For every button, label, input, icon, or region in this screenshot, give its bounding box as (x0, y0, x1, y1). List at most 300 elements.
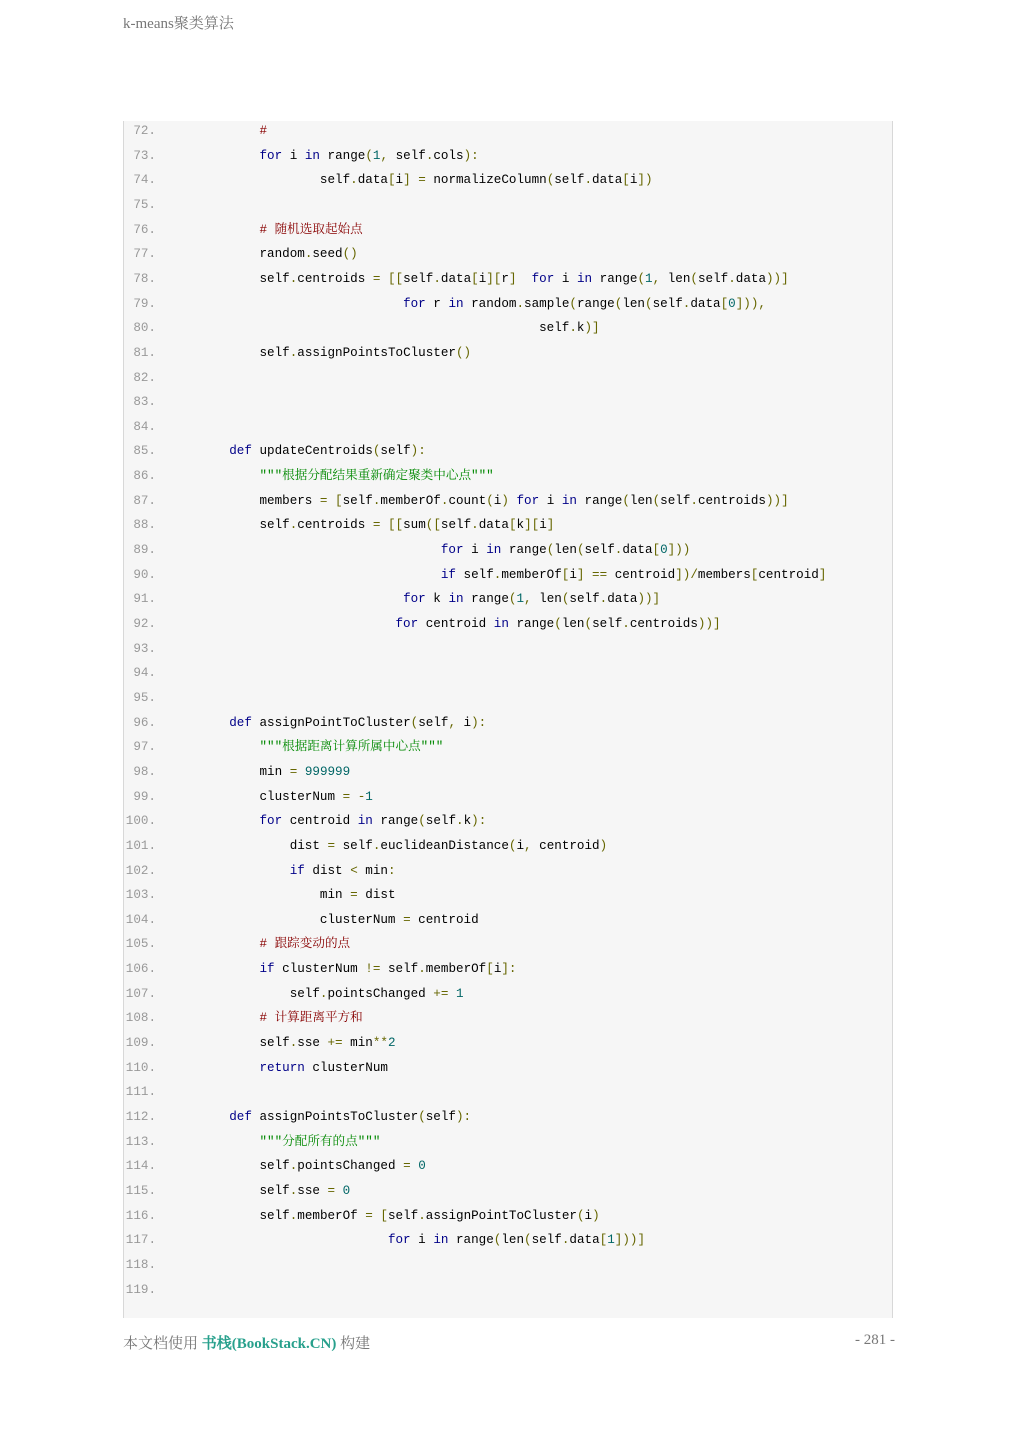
code-token: = (289, 764, 298, 779)
code-token: ]: (501, 962, 517, 977)
code-token: [ (599, 1233, 608, 1248)
code-token: normalizeColumn (425, 173, 547, 188)
line-number: 80. (133, 321, 156, 336)
code-token: in (493, 617, 509, 631)
code-token: += (433, 986, 449, 1001)
code-token: ( (554, 617, 562, 631)
code-token: . (289, 271, 298, 286)
code-token: . (622, 617, 630, 631)
line-number: 74. (133, 173, 156, 188)
code-text (199, 244, 358, 264)
code-token: . (289, 1159, 298, 1174)
code-token: i (478, 271, 487, 286)
code-token: . (372, 838, 381, 853)
code-token: # 随机选取起始点 (259, 222, 363, 237)
page-number: - 281 - (855, 1332, 895, 1348)
code-text (199, 343, 471, 363)
line-number: 110. (125, 1060, 156, 1075)
line-number: 92. (133, 617, 156, 631)
code-token: self (425, 1110, 456, 1124)
code-token: ]))] (614, 1233, 645, 1248)
code-token: k (576, 321, 585, 336)
code-token: in (304, 148, 320, 163)
code-token: memberOf (501, 567, 562, 582)
code-token: ) (501, 493, 509, 508)
code-token: for (516, 493, 540, 508)
code-line (124, 713, 892, 737)
code-line (124, 1082, 892, 1106)
code-token: self (199, 518, 290, 533)
code-token: . (289, 1208, 298, 1223)
code-token: min (199, 764, 290, 779)
code-token: ): (471, 814, 487, 829)
code-token: [[ (387, 271, 404, 286)
code-token: if (289, 863, 305, 878)
code-token: ][ (524, 518, 540, 533)
code-text (199, 294, 766, 314)
code-token: ( (584, 617, 593, 631)
code-token: ))] (697, 617, 721, 631)
code-token: ( (418, 814, 426, 829)
line-number: 85. (133, 444, 156, 459)
code-token: def (229, 444, 252, 459)
code-line (124, 244, 892, 268)
code-token: ))] (637, 592, 661, 607)
code-token: ))] (765, 493, 789, 508)
code-token: if (259, 962, 275, 977)
code-text (199, 269, 789, 289)
code-token: min (357, 863, 388, 878)
code-token (380, 272, 388, 286)
code-token: = (372, 271, 381, 286)
code-token: data (478, 518, 509, 533)
code-token: dist (199, 838, 328, 853)
line-number: 99. (133, 789, 156, 804)
code-token: ])), (735, 296, 766, 311)
code-token: assignPointToCluster (425, 1208, 577, 1223)
code-token: ( (622, 493, 630, 508)
code-token: for (403, 592, 426, 607)
line-number: 73. (133, 148, 156, 163)
code-token: in (561, 493, 577, 508)
code-token: len (622, 296, 645, 311)
code-token: != (365, 962, 381, 977)
line-number: 93. (133, 641, 156, 656)
code-token: clusterNum (199, 789, 343, 804)
code-token (199, 1061, 259, 1075)
code-token (380, 518, 388, 532)
code-line (124, 417, 892, 441)
code-token: ] (818, 567, 827, 582)
code-token: memberOf (297, 1208, 366, 1223)
line-number: 87. (133, 493, 156, 508)
code-token: . (516, 296, 525, 311)
code-token: self (387, 1208, 419, 1223)
code-text (199, 713, 486, 733)
code-token: range (463, 592, 509, 607)
code-token: , (380, 148, 389, 163)
code-line (124, 861, 892, 885)
code-token: [ (750, 567, 759, 582)
line-number: 98. (133, 764, 156, 779)
code-token (199, 962, 259, 976)
code-line (124, 318, 892, 342)
code-line (124, 639, 892, 663)
code-token: range (372, 814, 419, 829)
code-token: , (448, 715, 456, 730)
code-token: = (319, 493, 328, 508)
footer-prefix: 本文档使用 (123, 1336, 202, 1352)
code-token: () (342, 247, 358, 262)
code-token: self (554, 173, 585, 188)
code-token: centroids (697, 493, 766, 508)
code-token: def (229, 715, 252, 730)
code-text (199, 565, 826, 585)
bookstack-link[interactable]: 书栈(BookStack.CN) (201, 1336, 337, 1352)
code-line (124, 515, 892, 539)
code-token (199, 1110, 229, 1124)
line-number: 103. (125, 888, 156, 903)
code-token: [ (387, 173, 396, 188)
code-token: . (456, 814, 464, 829)
code-token: random (463, 296, 517, 311)
code-token: self (569, 592, 600, 607)
code-token (350, 790, 358, 804)
code-token: ( (365, 148, 373, 163)
code-text (199, 836, 607, 856)
code-token: 0 (728, 296, 736, 311)
code-line (124, 565, 892, 589)
line-number: 90. (133, 567, 156, 582)
code-line (124, 1008, 892, 1032)
line-number: 84. (133, 419, 156, 434)
code-token: ( (486, 493, 494, 508)
code-token: i (554, 271, 577, 286)
code-token: range (501, 543, 547, 558)
code-text (199, 1107, 471, 1127)
code-token: 0 (342, 1183, 351, 1198)
code-line (124, 910, 892, 934)
code-line (124, 1033, 892, 1057)
code-token: for (387, 1233, 411, 1248)
code-token: [ (486, 962, 494, 977)
code-token: i (410, 1233, 434, 1248)
code-token (199, 568, 441, 582)
code-token: for (403, 296, 426, 311)
code-token (199, 1233, 388, 1247)
code-token: dist (357, 888, 396, 903)
code-token: . (372, 493, 381, 508)
code-token: , (652, 271, 661, 286)
code-text (199, 861, 396, 881)
code-token: data (440, 271, 472, 286)
code-token: = (418, 173, 426, 188)
code-text (199, 589, 660, 609)
code-line (124, 466, 892, 490)
code-token: ] (576, 567, 585, 582)
code-token: ( (652, 493, 661, 508)
code-token (297, 765, 305, 779)
code-token: ( (569, 296, 577, 311)
code-token: self (592, 617, 623, 631)
code-token: for (259, 814, 283, 829)
code-line (124, 170, 892, 194)
code-token: self (199, 1036, 290, 1051)
code-text (199, 220, 363, 240)
code-token: 1 (645, 271, 653, 286)
code-token (517, 272, 532, 286)
code-text (199, 491, 789, 511)
code-line (124, 984, 892, 1008)
code-token: [ (720, 296, 729, 311)
code-token: range (448, 1233, 494, 1248)
code-text (199, 318, 600, 338)
code-text (199, 1132, 380, 1152)
code-token: . (289, 518, 298, 533)
code-token: 1 (372, 148, 381, 163)
code-text (199, 146, 479, 166)
code-token: [ (471, 271, 479, 286)
code-token: - (357, 789, 366, 804)
code-token: k (463, 814, 472, 829)
code-token: . (614, 543, 623, 558)
code-token: . (433, 271, 441, 286)
code-token: sse (297, 1183, 328, 1198)
code-line (124, 1058, 892, 1082)
code-token: = (350, 888, 358, 903)
line-number: 105. (125, 937, 156, 952)
code-token: range (508, 617, 555, 631)
code-token: . (289, 1183, 298, 1198)
code-text (199, 1008, 363, 1028)
code-token: # (259, 124, 268, 138)
code-line (124, 737, 892, 761)
code-text (199, 737, 443, 757)
code-token: . (319, 986, 328, 1001)
code-token: k (516, 518, 525, 533)
code-token: . (418, 1208, 426, 1223)
code-token: ( (576, 543, 585, 558)
code-token: in (448, 296, 464, 311)
code-token: self (652, 296, 683, 311)
code-token: i (629, 173, 638, 188)
code-token: ): (455, 1110, 472, 1124)
code-token: . (350, 173, 358, 188)
code-line (124, 1107, 892, 1131)
line-number: 95. (133, 690, 156, 705)
code-token: range (576, 493, 623, 508)
code-token: self (380, 962, 419, 977)
code-token: k (425, 592, 449, 607)
code-text (199, 1058, 388, 1078)
code-text (199, 959, 517, 979)
code-token (199, 617, 396, 631)
code-token: range (319, 148, 366, 163)
code-line (124, 146, 892, 170)
code-token: len (531, 592, 562, 607)
code-token: == (592, 567, 608, 582)
code-token: ( (576, 1208, 585, 1223)
code-token: ): (463, 148, 479, 163)
code-token: pointsChanged (327, 986, 434, 1001)
code-token: data (607, 592, 638, 607)
code-token: def (229, 1110, 252, 1124)
code-line (124, 762, 892, 786)
code-token: = (327, 1183, 336, 1198)
code-token (327, 494, 335, 508)
code-token: i (493, 962, 502, 977)
code-token: 1 (516, 592, 525, 607)
code-token (199, 1011, 259, 1025)
code-line (124, 491, 892, 515)
code-token: i (516, 838, 525, 853)
code-token: in (486, 543, 502, 558)
code-token: . (471, 518, 479, 533)
code-token: data (735, 271, 766, 286)
code-token: self (697, 271, 729, 286)
line-number: 78. (133, 271, 156, 286)
code-token: range (576, 296, 615, 311)
code-text (199, 885, 396, 905)
code-token: centroid (758, 567, 819, 582)
code-token: for (395, 617, 419, 631)
code-token (199, 814, 259, 828)
code-line (124, 811, 892, 835)
code-token: updateCentroids (251, 444, 373, 459)
line-number: 114. (125, 1159, 156, 1174)
code-token: ( (508, 838, 517, 853)
code-line (124, 540, 892, 564)
code-token: [ (622, 173, 630, 188)
code-text (199, 984, 464, 1004)
code-token: i (539, 493, 562, 508)
code-text (199, 1181, 350, 1201)
code-text (199, 540, 690, 560)
code-text (199, 1206, 600, 1226)
line-number: 76. (133, 222, 156, 237)
code-token: """分配所有的点""" (259, 1134, 381, 1149)
code-token: clusterNum (274, 962, 366, 977)
code-token: ) (592, 1208, 600, 1223)
line-number: 96. (133, 715, 156, 730)
code-token: 2 (387, 1036, 396, 1051)
code-line (124, 1206, 892, 1230)
code-token: members (697, 567, 751, 582)
code-token: ): (410, 444, 426, 459)
code-token: len (660, 271, 691, 286)
code-line (124, 121, 892, 145)
code-token: range (592, 271, 638, 286)
line-number: 86. (133, 469, 156, 484)
code-token: clusterNum (304, 1060, 388, 1075)
code-token: ( (493, 1233, 502, 1248)
code-token: in (448, 592, 464, 607)
code-token: assignPointsToCluster (297, 345, 456, 360)
code-token: ))] (766, 271, 789, 286)
code-token (199, 444, 229, 458)
code-token: self (199, 173, 351, 188)
line-number: 102. (125, 863, 156, 878)
code-line (124, 1230, 892, 1254)
code-token: self (455, 567, 494, 582)
code-token: ( (546, 173, 555, 188)
code-token: len (561, 617, 585, 631)
code-line (124, 1132, 892, 1156)
code-token: . (425, 148, 434, 163)
code-text (199, 1230, 645, 1250)
line-number: 89. (133, 543, 156, 558)
line-number: 72. (133, 124, 156, 138)
code-token: sum (403, 518, 426, 533)
code-token: ][ (486, 271, 502, 286)
code-token: ( (418, 1110, 426, 1124)
code-token: . (493, 567, 502, 582)
code-token: i (282, 148, 305, 163)
code-token: self (199, 1159, 290, 1174)
code-token: """根据分配结果重新确定聚类中心点""" (259, 469, 494, 484)
code-token (199, 592, 403, 606)
code-token: self (531, 1233, 562, 1248)
code-token: memberOf (380, 493, 441, 508)
code-token: self (440, 518, 472, 533)
code-line (124, 885, 892, 909)
code-text (199, 466, 494, 486)
code-token: ( (372, 444, 381, 459)
code-token (199, 937, 259, 951)
code-token: i (463, 543, 487, 558)
line-number: 100. (125, 814, 156, 829)
code-token: in (357, 814, 373, 829)
code-token: ]) (637, 173, 653, 188)
code-token: clusterNum (199, 912, 404, 927)
code-text (199, 1033, 396, 1053)
code-token (199, 469, 259, 483)
code-token: min (342, 1036, 373, 1051)
code-text (199, 811, 486, 831)
code-token: i (395, 173, 404, 188)
line-number: 101. (125, 838, 156, 853)
code-token (199, 864, 290, 878)
code-text (199, 762, 350, 782)
code-token: self (199, 271, 290, 286)
code-token: ( (561, 592, 570, 607)
code-token: 0 (660, 543, 668, 558)
code-text (199, 441, 426, 461)
line-number: 81. (133, 345, 156, 360)
line-number: 108. (125, 1011, 156, 1026)
code-token: centroid (410, 912, 479, 927)
code-token: . (569, 321, 577, 336)
code-token: i (493, 493, 502, 508)
code-token: assignPointsToCluster (251, 1110, 419, 1124)
code-token: . (440, 493, 449, 508)
code-text (199, 121, 267, 141)
code-token: self (425, 814, 457, 829)
code-token: assignPointToCluster (251, 715, 411, 730)
code-token: . (728, 271, 736, 286)
code-token (199, 1135, 259, 1149)
code-token: [[ (387, 518, 404, 533)
code-token: sample (524, 296, 570, 311)
code-token: . (561, 1233, 570, 1248)
code-token: self (335, 838, 373, 853)
code-text (199, 515, 554, 535)
code-token: ( (524, 1233, 532, 1248)
line-number: 83. (133, 395, 156, 410)
code-token: ( (508, 592, 517, 607)
code-token: ([ (425, 518, 441, 533)
code-line (124, 294, 892, 318)
